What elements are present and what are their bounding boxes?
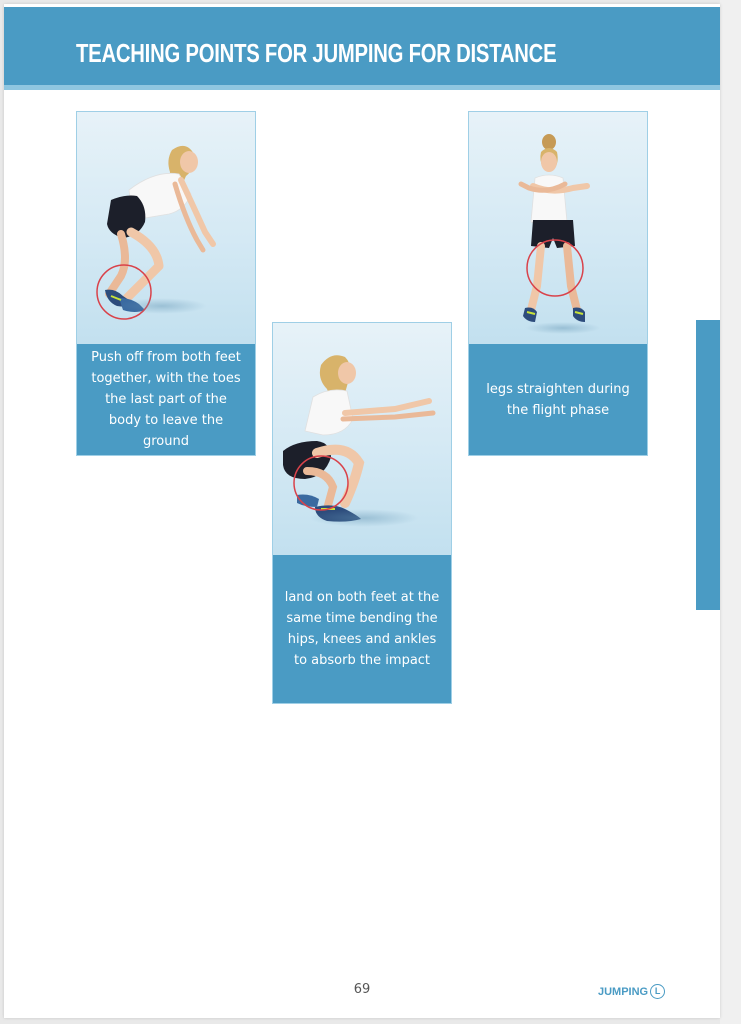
- teaching-card-push-off: [76, 111, 256, 456]
- page-title: TEACHING POINTS FOR JUMPING FOR DISTANCE: [76, 38, 557, 68]
- page-header: [4, 7, 720, 90]
- athlete-flight-image: [469, 112, 647, 344]
- photo-flight: [469, 112, 647, 344]
- document-page: [4, 4, 720, 1018]
- caption-flight: legs straighten during the flight phase: [469, 344, 647, 455]
- teaching-card-landing: [272, 322, 452, 704]
- brand-letter-icon: L: [650, 984, 665, 999]
- teaching-card-flight: [468, 111, 648, 456]
- section-side-tab: [696, 320, 720, 610]
- caption-push-off: Push off from both feet together, with the toes the last part of the body to leave the ground: [77, 344, 255, 455]
- photo-push-off: [77, 112, 255, 344]
- caption-landing: land on both feet at the same time bending the hips, knees and ankles to absorb the impact: [273, 555, 451, 703]
- page-edge-shade: [720, 0, 741, 1024]
- footer-brand: [598, 984, 665, 999]
- footer-brand-label: JUMPING: [598, 985, 649, 998]
- photo-landing: [273, 323, 451, 555]
- page-number: 69: [353, 982, 371, 997]
